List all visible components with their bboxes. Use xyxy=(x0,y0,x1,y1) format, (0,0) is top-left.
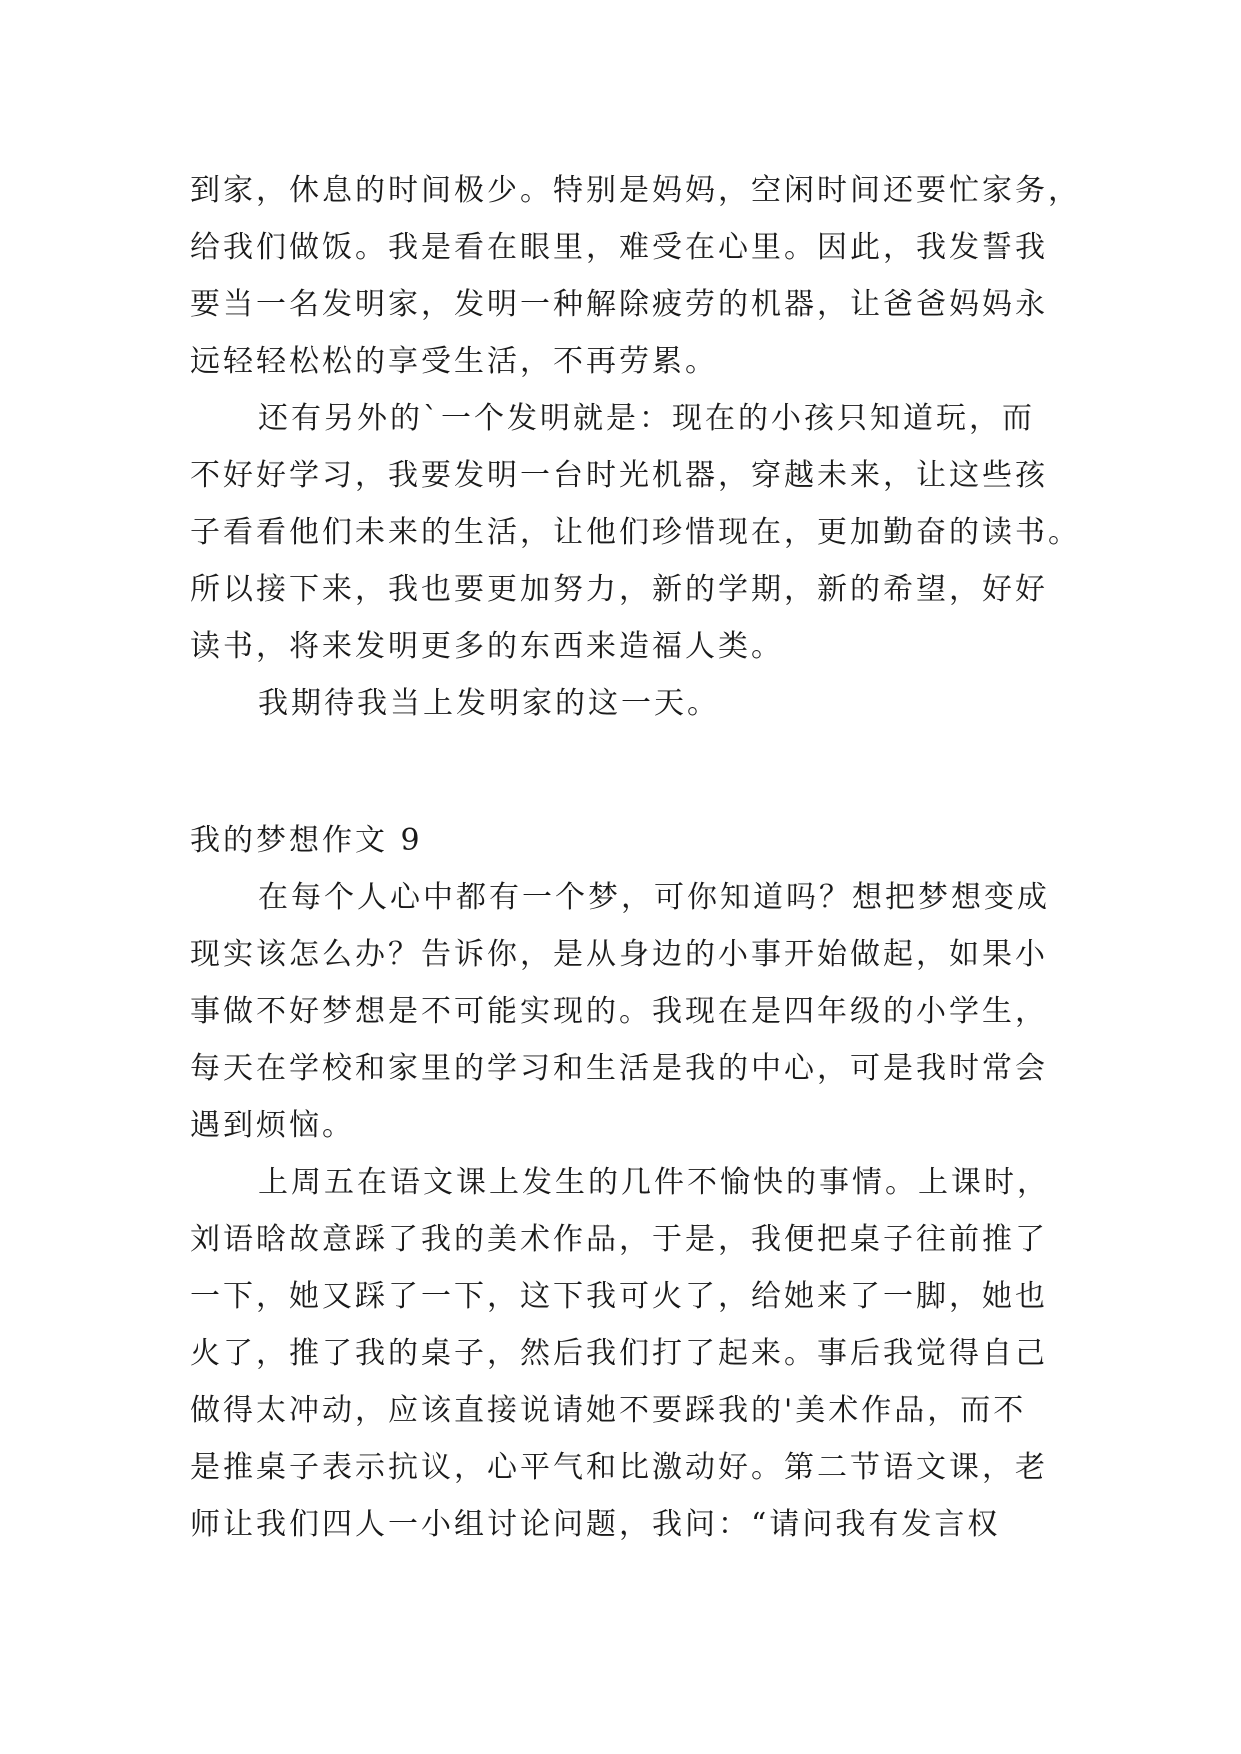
text-line: 现实该怎么办？告诉你，是从身边的小事开始做起，如果小 xyxy=(190,937,1048,972)
text-line: 做得太冲动，应该直接说请她不要踩我的'美术作品，而不 xyxy=(190,1393,1027,1428)
text-line: 到家，休息的时间极少。特别是妈妈，空闲时间还要忙家务， xyxy=(190,173,1081,208)
text-line: 所以接下来，我也要更加努力，新的学期，新的希望，好好 xyxy=(190,572,1048,607)
text-line: 远轻轻松松的享受生活，不再劳累。 xyxy=(190,344,718,379)
text-line: 在每个人心中都有一个梦，可你知道吗？想把梦想变成 xyxy=(258,880,1050,915)
text-line: 子看看他们未来的生活，让他们珍惜现在，更加勤奋的读书。 xyxy=(190,515,1081,550)
text-line: 每天在学校和家里的学习和生活是我的中心，可是我时常会 xyxy=(190,1051,1048,1086)
text-line: 还有另外的`一个发明就是：现在的小孩只知道玩，而 xyxy=(258,401,1035,436)
text-line: 读书，将来发明更多的东西来造福人类。 xyxy=(190,629,784,664)
text-line: 一下，她又踩了一下，这下我可火了，给她来了一脚，她也 xyxy=(190,1279,1048,1314)
section-gap xyxy=(190,732,1050,812)
text-line: 要当一名发明家，发明一种解除疲劳的机器，让爸爸妈妈永 xyxy=(190,287,1048,322)
text-line: 给我们做饭。我是看在眼里，难受在心里。因此，我发誓我 xyxy=(190,230,1048,265)
text-line: 不好好学习，我要发明一台时光机器，穿越未来，让这些孩 xyxy=(190,458,1048,493)
section-heading: 我的梦想作文 9 xyxy=(190,823,423,858)
text-line: 师让我们四人一小组讨论问题，我问：“请问我有发言权 xyxy=(190,1507,1001,1542)
text-line: 火了，推了我的桌子，然后我们打了起来。事后我觉得自己 xyxy=(190,1336,1048,1371)
text-line: 遇到烦恼。 xyxy=(190,1108,355,1143)
document-body xyxy=(190,162,1081,1553)
text-line: 是推桌子表示抗议，心平气和比激动好。第二节语文课，老 xyxy=(190,1450,1048,1485)
text-line: 我期待我当上发明家的这一天。 xyxy=(258,686,720,721)
text-line: 刘语晗故意踩了我的美术作品，于是，我便把桌子往前推了 xyxy=(190,1222,1048,1257)
text-line: 事做不好梦想是不可能实现的。我现在是四年级的小学生， xyxy=(190,994,1048,1029)
text-line: 上周五在语文课上发生的几件不愉快的事情。上课时， xyxy=(258,1165,1050,1200)
